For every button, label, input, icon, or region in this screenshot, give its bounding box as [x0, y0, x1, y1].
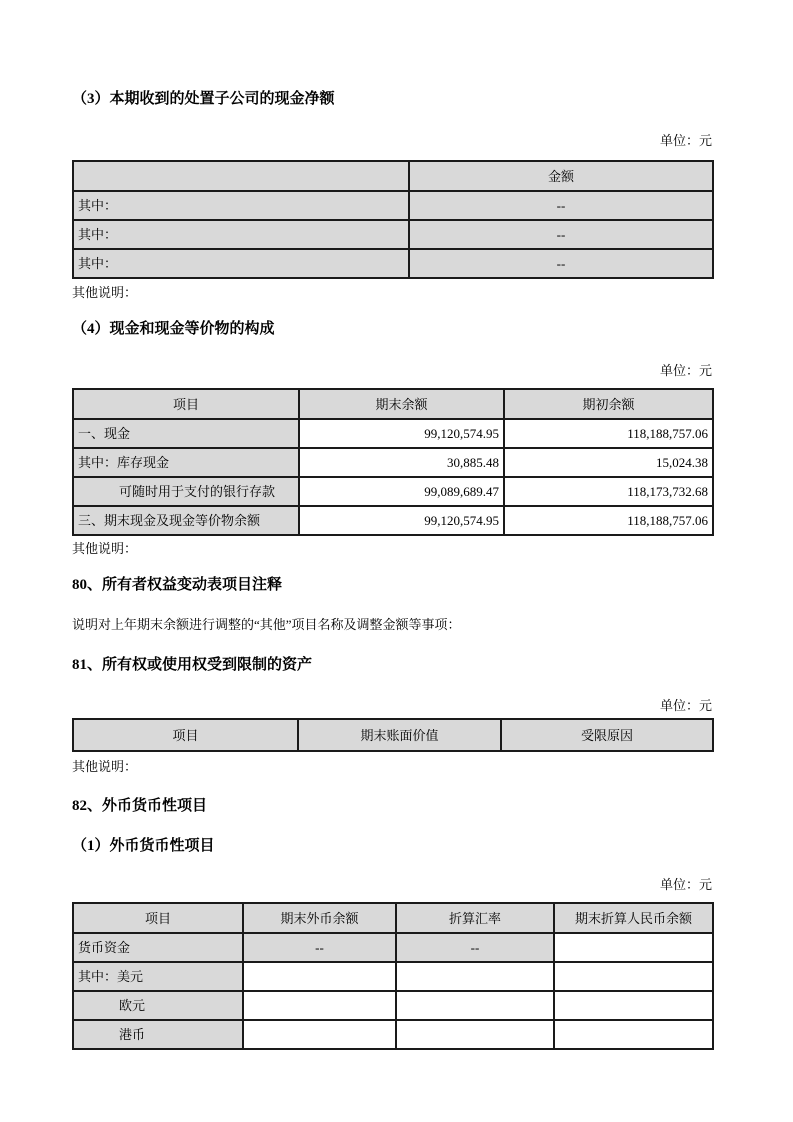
table-row	[73, 220, 713, 249]
exchange-rate-cell	[396, 991, 554, 1020]
amount-cell: --	[409, 220, 713, 249]
cash-and-equivalents-table	[72, 388, 714, 536]
section-82-1-heading: （1）外币货币性项目	[72, 838, 215, 854]
closing-balance-cell: 30,885.48	[299, 448, 504, 477]
opening-balance-cell: 118,188,757.06	[504, 419, 713, 448]
cny-balance-cell	[554, 1020, 713, 1049]
header-cell-restriction-reason: 受限原因	[501, 719, 713, 751]
fx-balance-cell: --	[243, 933, 396, 962]
item-cell: 货币资金	[73, 933, 243, 962]
table-row	[73, 1020, 713, 1049]
item-cell: 三、期末现金及现金等价物余额	[73, 506, 299, 535]
header-cell-closing-balance: 期末余额	[299, 389, 504, 419]
fx-balance-cell	[243, 1020, 396, 1049]
section-4-heading: （4）现金和现金等价物的构成	[72, 321, 275, 337]
header-cell-blank	[73, 161, 409, 191]
unit-label: 单位：元	[659, 363, 712, 378]
item-cell: 其中：美元	[73, 962, 243, 991]
item-cell: 港币	[73, 1020, 243, 1049]
exchange-rate-cell: --	[396, 933, 554, 962]
item-cell: 可随时用于支付的银行存款	[73, 477, 299, 506]
closing-balance-cell: 99,089,689.47	[299, 477, 504, 506]
header-cell-exchange-rate: 折算汇率	[396, 903, 554, 933]
header-cell-item: 项目	[73, 389, 299, 419]
table-row	[73, 962, 713, 991]
closing-balance-cell: 99,120,574.95	[299, 419, 504, 448]
exchange-rate-cell	[396, 962, 554, 991]
closing-balance-cell: 99,120,574.95	[299, 506, 504, 535]
opening-balance-cell: 15,024.38	[504, 448, 713, 477]
table-header-row	[73, 389, 713, 419]
fx-balance-cell	[243, 962, 396, 991]
exchange-rate-cell	[396, 1020, 554, 1049]
table-row	[73, 191, 713, 220]
table-header-row	[73, 903, 713, 933]
cny-balance-cell	[554, 933, 713, 962]
unit-label: 单位：元	[659, 698, 712, 713]
other-notes-label: 其他说明：	[72, 759, 138, 774]
section-80-description: 说明对上年期末余额进行调整的“其他”项目名称及调整金额等事项：	[72, 617, 461, 632]
table-header-row	[73, 161, 713, 191]
other-notes-label: 其他说明：	[72, 541, 138, 556]
opening-balance-cell: 118,173,732.68	[504, 477, 713, 506]
header-cell-amount: 金额	[409, 161, 713, 191]
table-row	[73, 249, 713, 278]
fx-balance-cell	[243, 991, 396, 1020]
header-cell-opening-balance: 期初余额	[504, 389, 713, 419]
table-row	[73, 477, 713, 506]
table-row	[73, 506, 713, 535]
section-82-heading: 82、外币货币性项目	[72, 798, 208, 814]
cny-balance-cell	[554, 991, 713, 1020]
header-cell-item: 项目	[73, 719, 298, 751]
item-cell: 欧元	[73, 991, 243, 1020]
section-3-heading: （3）本期收到的处置子公司的现金净额	[72, 91, 335, 107]
amount-cell: --	[409, 249, 713, 278]
cash-from-subsidiary-disposal-table	[72, 160, 714, 279]
opening-balance-cell: 118,188,757.06	[504, 506, 713, 535]
other-notes-label: 其他说明：	[72, 285, 138, 300]
section-81-heading: 81、所有权或使用权受到限制的资产	[72, 657, 313, 673]
header-cell-fx-closing-balance: 期末外币余额	[243, 903, 396, 933]
unit-label: 单位：元	[659, 877, 712, 892]
foreign-currency-items-table	[72, 902, 714, 1050]
section-80-heading: 80、所有者权益变动表项目注释	[72, 577, 283, 593]
table-row	[73, 991, 713, 1020]
item-cell: 一、现金	[73, 419, 299, 448]
table-row	[73, 933, 713, 962]
header-cell-item: 项目	[73, 903, 243, 933]
header-cell-book-value: 期末账面价值	[298, 719, 501, 751]
unit-label: 单位：元	[659, 133, 712, 148]
row-label-cell: 其中：	[73, 220, 409, 249]
header-cell-cny-closing-balance: 期末折算人民币余额	[554, 903, 713, 933]
amount-cell: --	[409, 191, 713, 220]
table-header-row	[73, 719, 713, 751]
row-label-cell: 其中：	[73, 249, 409, 278]
cny-balance-cell	[554, 962, 713, 991]
item-cell: 其中：库存现金	[73, 448, 299, 477]
table-row	[73, 448, 713, 477]
table-row	[73, 419, 713, 448]
restricted-assets-table	[72, 718, 714, 752]
row-label-cell: 其中：	[73, 191, 409, 220]
